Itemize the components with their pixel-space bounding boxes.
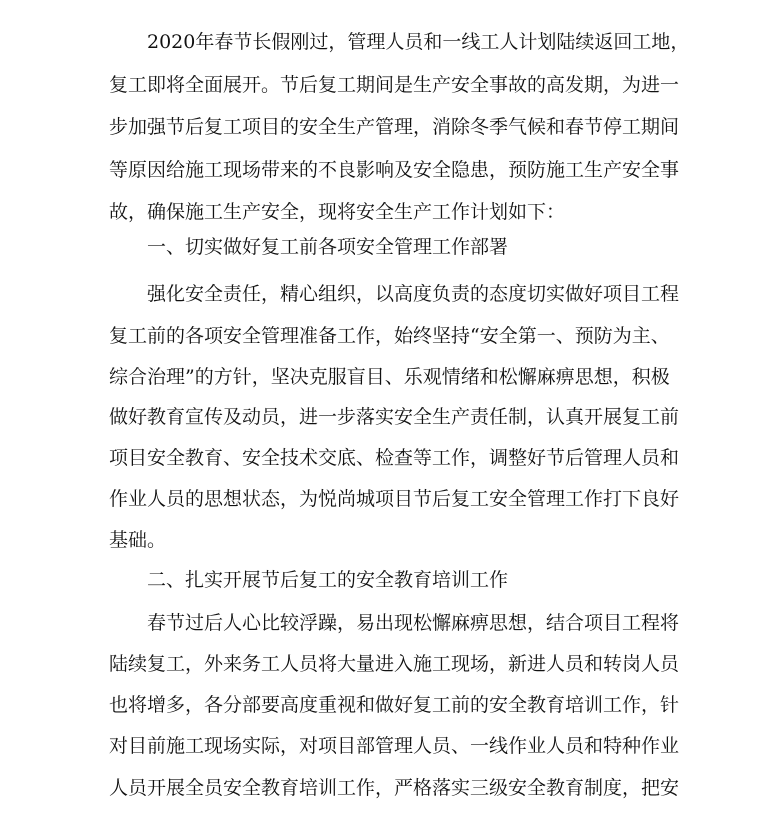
text-line: 对目前施工现场实际，对项目部管理人员、一线作业人员和特种作业 [109, 735, 680, 757]
section-heading: 二、扎实开展节后复工的安全教育培训工作 [147, 569, 509, 591]
text-line: 综合治理”的方针，坚决克服盲目、乐观情绪和松懈麻痹思想，积极 [109, 366, 670, 388]
text-line: 基础。 [109, 529, 167, 551]
text-line: 2020年春节长假刚过，管理人员和一线工人计划陆续返回工地， [147, 31, 690, 53]
text-line: 复工前的各项安全管理准备工作，始终坚持“安全第一、预防为主、 [109, 325, 670, 347]
text-line: 陆续复工，外来务工人员将大量进入施工现场，新进人员和转岗人员 [109, 653, 680, 675]
text-line: 等原因给施工现场带来的不良影响及安全隐患，预防施工生产安全事 [109, 159, 680, 181]
section-heading: 一、切实做好复工前各项安全管理工作部署 [147, 236, 509, 258]
text-line: 做好教育宣传及动员，进一步落实安全生产责任制，认真开展复工前 [109, 406, 680, 428]
text-line: 复工即将全面展开。节后复工期间是生产安全事故的高发期，为进一 [109, 74, 680, 96]
text-line: 春节过后人心比较浮躁，易出现松懈麻痹思想，结合项目工程将 [147, 612, 680, 634]
text-line: 项目安全教育、安全技术交底、检查等工作，调整好节后管理人员和 [109, 447, 680, 469]
text-line: 人员开展全员安全教育培训工作，严格落实三级安全教育制度，把安 [109, 777, 680, 799]
text-line: 作业人员的思想状态，为悦尚城项目节后复工安全管理工作打下良好 [109, 488, 680, 510]
text-line: 强化安全责任，精心组织，以高度负责的态度切实做好项目工程 [147, 283, 680, 305]
text-line: 也将增多，各分部要高度重视和做好复工前的安全教育培训工作，针 [109, 694, 680, 716]
text-line: 步加强节后复工项目的安全生产管理，消除冬季气候和春节停工期间 [109, 116, 680, 138]
text-line: 故，确保施工生产安全，现将安全生产工作计划如下： [109, 201, 566, 223]
